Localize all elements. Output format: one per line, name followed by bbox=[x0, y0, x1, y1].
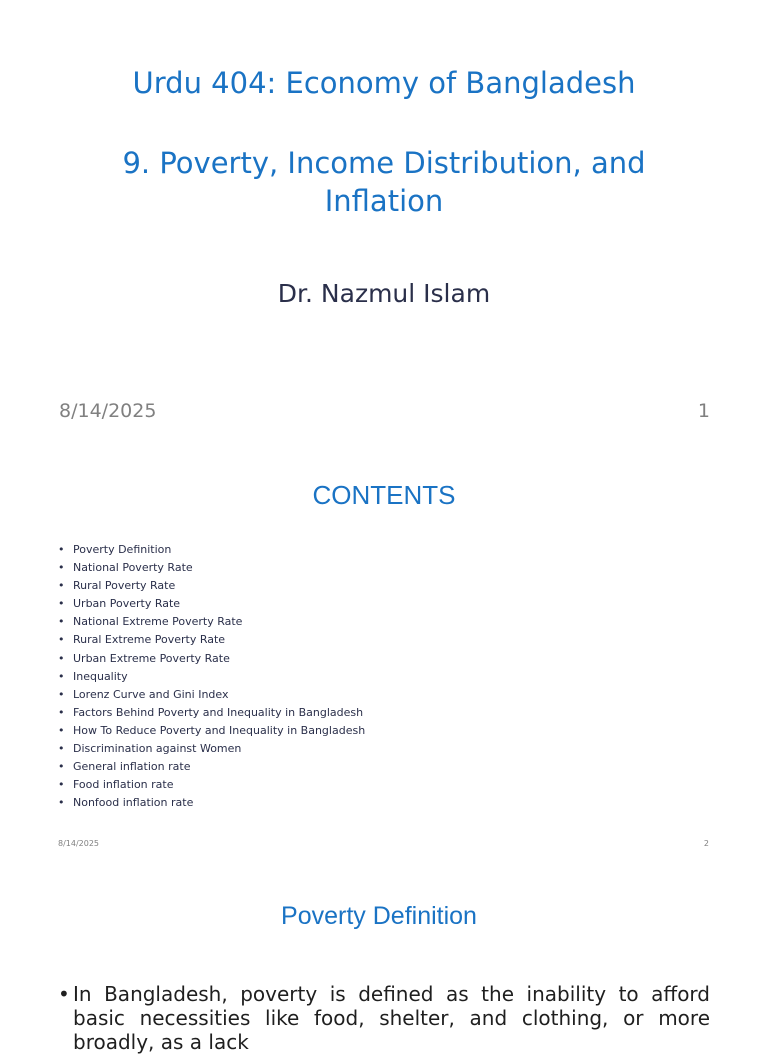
slide-1 bbox=[0, 0, 768, 460]
slide-date: 8/14/2025 bbox=[58, 839, 100, 848]
bullet-icon: • bbox=[58, 633, 65, 647]
list-item bbox=[58, 668, 365, 686]
bullet-icon: • bbox=[58, 615, 65, 629]
list-item-label: General inflation rate bbox=[73, 760, 191, 774]
list-item-label: How To Reduce Poverty and Inequality in Bangladesh bbox=[73, 723, 366, 737]
list-item-label: Discrimination against Women bbox=[73, 742, 242, 756]
bullet-icon: • bbox=[58, 687, 65, 701]
list-item bbox=[58, 722, 365, 740]
list-item-label: Lorenz Curve and Gini Index bbox=[73, 687, 229, 701]
list-item bbox=[58, 776, 365, 794]
list-item-label: Urban Extreme Poverty Rate bbox=[73, 651, 230, 665]
bullet-icon: • bbox=[58, 561, 65, 575]
list-item bbox=[58, 794, 365, 812]
slide-number: 2 bbox=[703, 839, 709, 848]
section-heading: Poverty Definition bbox=[281, 902, 477, 930]
body-paragraph bbox=[58, 982, 710, 1054]
slide-2 bbox=[0, 460, 768, 860]
bullet-icon: • bbox=[58, 651, 65, 665]
list-item-label: Urban Poverty Rate bbox=[73, 597, 181, 611]
list-item-label: National Poverty Rate bbox=[73, 561, 193, 575]
list-item-label: Factors Behind Poverty and Inequality in Bangladesh bbox=[73, 705, 364, 719]
bullet-icon: • bbox=[58, 705, 65, 719]
author-name: Dr. Nazmul Islam bbox=[277, 279, 491, 308]
bullet-icon: • bbox=[58, 669, 65, 683]
list-item bbox=[58, 613, 365, 631]
bullet-icon: • bbox=[58, 760, 65, 774]
list-item bbox=[58, 631, 365, 649]
bullet-icon: • bbox=[58, 597, 65, 611]
bullet-icon: • bbox=[58, 778, 65, 792]
bullet-icon: • bbox=[58, 723, 65, 737]
list-item-label: National Extreme Poverty Rate bbox=[73, 615, 243, 629]
presentation-title: Urdu 404: Economy of Bangladesh bbox=[132, 66, 636, 100]
list-item-label: Poverty Definition bbox=[73, 543, 172, 556]
list-item bbox=[58, 559, 365, 577]
list-item-label: Inequality bbox=[73, 669, 128, 683]
bullet-icon: • bbox=[58, 579, 65, 593]
list-item bbox=[58, 650, 365, 668]
bullet-icon: • bbox=[58, 982, 70, 1006]
body-text: In Bangladesh, poverty is defined as the inability to afford basic necessities like food, shelter, and clothing, or more broadly, as a lack bbox=[73, 982, 710, 1054]
contents-heading: CONTENTS bbox=[312, 480, 456, 510]
bullet-icon: • bbox=[58, 742, 65, 756]
list-item bbox=[58, 704, 365, 722]
list-item-label: Rural Poverty Rate bbox=[73, 579, 176, 593]
list-item-label: Food inflation rate bbox=[73, 778, 174, 792]
list-item bbox=[58, 686, 365, 704]
list-item bbox=[58, 595, 365, 613]
list-item bbox=[58, 577, 365, 595]
slide-date: 8/14/2025 bbox=[59, 400, 157, 422]
slide-number: 1 bbox=[697, 400, 710, 422]
list-item bbox=[58, 758, 365, 776]
slide-3 bbox=[0, 860, 768, 1054]
presentation-subtitle: 9. Poverty, Income Distribution, and Inflation bbox=[122, 146, 646, 218]
list-item-label: Rural Extreme Poverty Rate bbox=[73, 633, 226, 647]
contents-list bbox=[58, 541, 365, 812]
bullet-icon: • bbox=[58, 796, 65, 810]
bullet-icon: • bbox=[58, 543, 65, 556]
list-item-label: Nonfood inflation rate bbox=[73, 796, 194, 810]
list-item bbox=[58, 541, 365, 559]
list-item bbox=[58, 740, 365, 758]
